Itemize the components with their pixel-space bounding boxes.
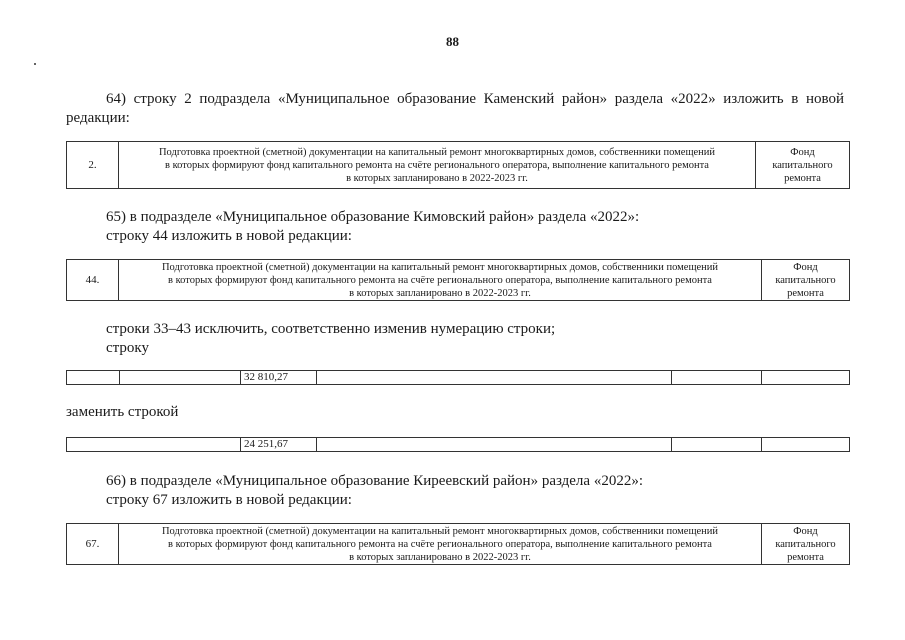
old-total-cell-6 — [762, 371, 850, 385]
new-total-cell-5 — [762, 438, 850, 452]
item-66-line-2: строку 67 изложить в новой редакции: — [106, 492, 352, 508]
row-64-fund — [756, 142, 850, 189]
row-64-fund-line-3: ремонта — [784, 172, 821, 184]
new-total-amount: 24 251,67 — [241, 438, 317, 452]
item-65-line-1: 65) в подразделе «Муниципальное образование Кимовский район» раздела «2022»: — [106, 209, 640, 225]
item-64-line-2: редакции: — [66, 110, 130, 126]
row-64-desc-line-3: в которых запланировано в 2022-2023 гг. — [346, 172, 528, 184]
row-65-fund — [762, 260, 850, 301]
item-64-line-1: 64) строку 2 подраздела «Муниципальное образование Каменский район» раздела «2022» изложить в новой — [106, 91, 844, 107]
row-64-number: 2. — [67, 142, 119, 189]
old-total-cell-1 — [67, 371, 120, 385]
old-total-cell-4 — [317, 371, 672, 385]
row-66-table — [66, 523, 850, 565]
exclude-line-2: строку — [106, 340, 149, 356]
item-66-line-1: 66) в подразделе «Муниципальное образование Киреевский район» раздела «2022»: — [106, 473, 643, 489]
old-total-cell-2 — [120, 371, 241, 385]
scan-speck — [34, 63, 36, 65]
row-65-table — [66, 259, 850, 301]
new-total-cell-1 — [67, 438, 241, 452]
new-total-cell-4 — [672, 438, 762, 452]
row-66-fund — [762, 524, 850, 565]
row-66-number: 67. — [67, 524, 119, 565]
exclude-line-1: строки 33–43 исключить, соответственно изменив нумерацию строки; — [106, 321, 556, 337]
row-64-table — [66, 141, 850, 189]
old-total-row-table — [66, 370, 850, 385]
row-64-fund-line-1: Фонд — [790, 146, 815, 158]
row-65-fund-line-3: ремонта — [787, 287, 824, 299]
row-66-desc-line-2: в которых формируют фонд капитального ремонта на счёте регионального оператора, выполнение капитального ремонта — [168, 538, 712, 550]
row-65-desc-line-1: Подготовка проектной (сметной) документации на капитальный ремонт многоквартирных домов, собственники помещений — [161, 261, 719, 273]
row-66-fund-line-1: Фонд — [793, 525, 818, 537]
row-66-desc-line-3: в которых запланировано в 2022-2023 гг. — [349, 551, 531, 563]
row-65-desc-line-2: в которых формируют фонд капитального ремонта на счёте регионального оператора, выполнение капитального ремонта — [168, 274, 712, 286]
row-66-description — [119, 524, 762, 565]
new-total-cell-3 — [317, 438, 672, 452]
row-65-fund-line-1: Фонд — [793, 261, 818, 273]
old-total-cell-5 — [672, 371, 762, 385]
old-total-amount: 32 810,27 — [241, 371, 317, 385]
row-66-desc-line-1: Подготовка проектной (сметной) документации на капитальный ремонт многоквартирных домов, собственники помещений — [161, 525, 719, 537]
new-total-row-table — [66, 437, 850, 452]
row-64-desc-line-2: в которых формируют фонд капитального ремонта на счёте регионального оператора, выполнение капитального ремонта — [165, 159, 709, 171]
item-65-line-2: строку 44 изложить в новой редакции: — [106, 228, 352, 244]
row-65-fund-line-2: капитального — [775, 274, 836, 286]
row-66-fund-line-2: капитального — [775, 538, 836, 550]
row-64-desc-line-1: Подготовка проектной (сметной) документации на капитальный ремонт многоквартирных домов, собственники помещений — [158, 146, 716, 158]
row-65-number: 44. — [67, 260, 119, 301]
row-65-desc-line-3: в которых запланировано в 2022-2023 гг. — [349, 287, 531, 299]
row-64-description — [119, 142, 756, 189]
row-64-fund-line-2: капитального — [772, 159, 833, 171]
row-66-fund-line-3: ремонта — [787, 551, 824, 563]
page-number: 88 — [446, 34, 459, 49]
row-65-description — [119, 260, 762, 301]
replace-label: заменить строкой — [66, 404, 179, 420]
